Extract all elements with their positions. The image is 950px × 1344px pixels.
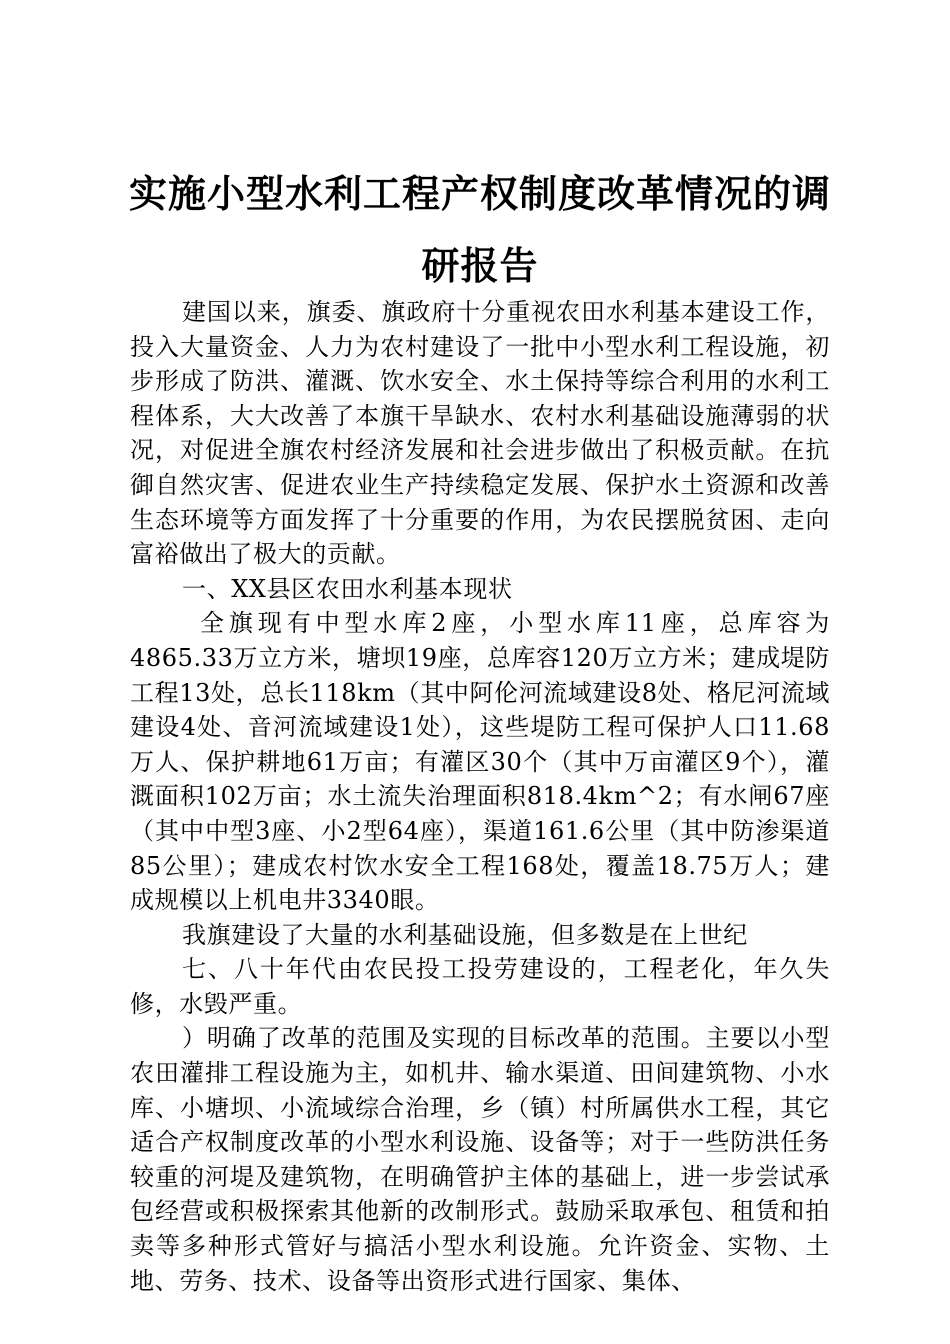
paragraph-intro: 建国以来，旗委、旗政府十分重视农田水利基本建设工作，投入大量资金、人力为农村建设了一批中小型水利工程设施，初步形成了防洪、灌溉、饮水安全、水土保持等综合利用的水利工程体系，大大改善了本旗干旱缺水、农村水利基础设施薄弱的状况，对促进全旗农村经济发展和社会进步做出了积极贡献。在抗御自然灾害、促进农业生产持续稳定发展、保护水土资源和改善生态环境等方面发挥了十分重要的作用，为农民摆脱贫困、走向富裕做出了极大的贡献。 (130, 298, 830, 569)
paragraph-status: 全旗现有中型水库2座，小型水库11座，总库容为4865.33万立方米，塘坝19座，总库容120万立方米；建成堤防工程13处，总长118km（其中阿伦河流域建设8处、格尼河流域建设4处、音河流域建设1处），这些堤防工程可保护人口11.68万人、保护耕地61万亩；有灌区30个（其中万亩灌区9个），灌溉面积102万亩；水土流失治理面积818.4km^2；有水闸67座（其中中型3座、小2型64座），渠道161.6公里（其中防渗渠道85公里）；建成农村饮水安全工程168处，覆盖18.75万人；建成规模以上机电井3340眼。 (130, 609, 830, 915)
paragraph-aging: 七、八十年代由农民投工投劳建设的，工程老化，年久失修，水毁严重。 (130, 955, 830, 1018)
paragraph-reform-scope: ）明确了改革的范围及实现的目标改革的范围。主要以小型农田灌排工程设施为主，如机井、输水渠道、田间建筑物、小水库、小塘坝、小流域综合治理，乡（镇）村所属供水工程，其它适合产权制度改革的小型水利设施、设备等；对于一些防洪任务较重的河堤及建筑物，在明确管护主体的基础上，进一步尝试承包经营或积极探索其他新的改制形式。鼓励采取承包、租赁和拍卖等多种形式管好与搞活小型水利设施。允许资金、实物、土地、劳务、技术、设备等出资形式进行国家、集体、 (130, 1024, 830, 1295)
paragraph-infrastructure: 我旗建设了大量的水利基础设施，但多数是在上世纪 (182, 920, 748, 949)
document-title: 实施小型水利工程产权制度改革情况的调研报告 (128, 171, 831, 288)
section-heading: 一、XX县区农田水利基本现状 (182, 574, 513, 603)
document-body (130, 295, 830, 1298)
